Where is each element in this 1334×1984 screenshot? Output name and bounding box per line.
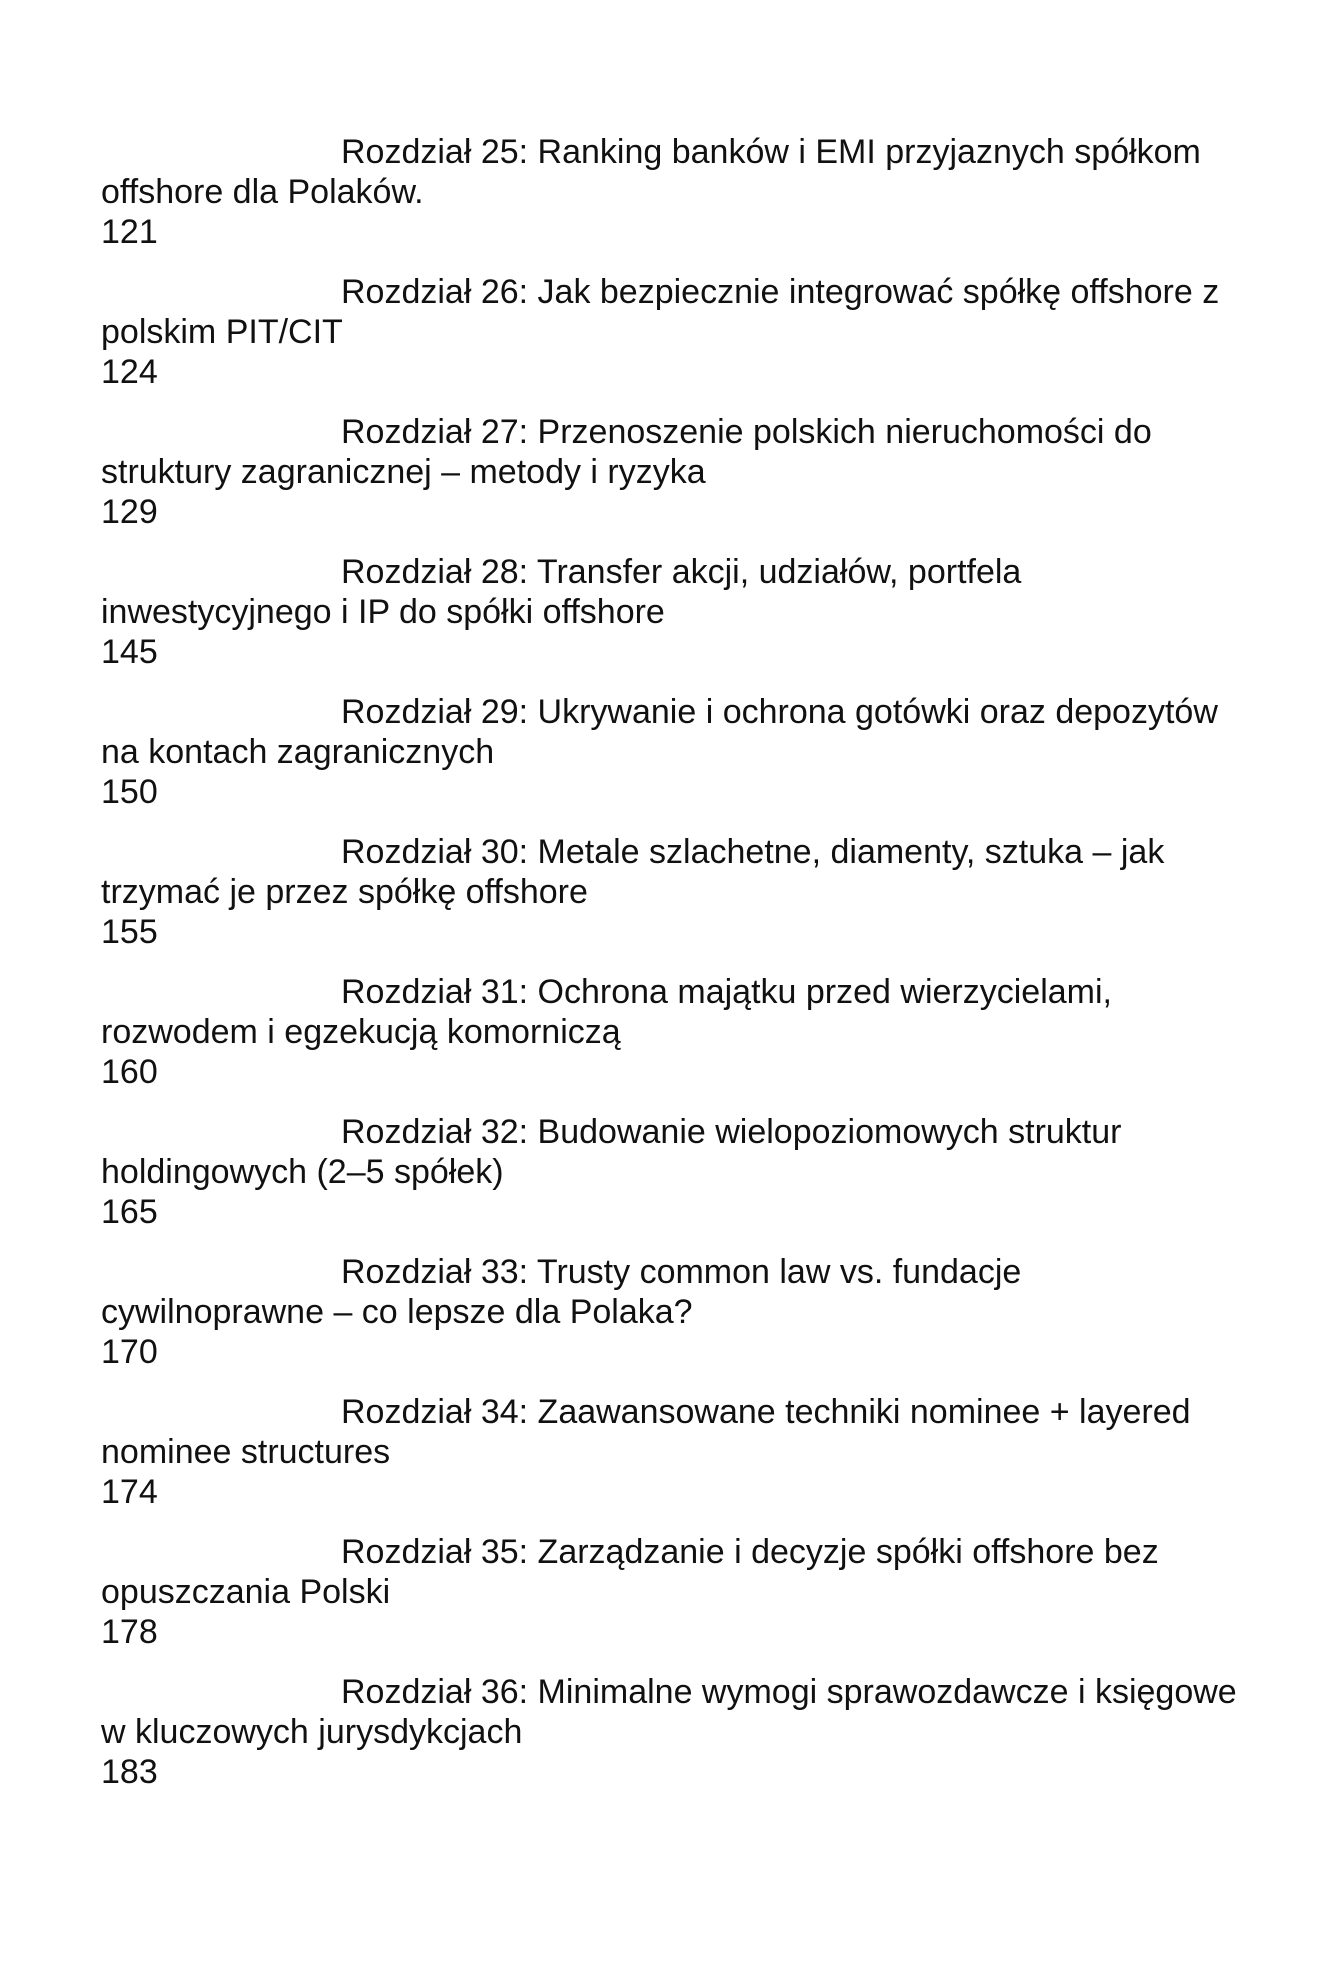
- toc-entry-32: [101, 1112, 1251, 1252]
- toc-entry-28: [101, 552, 1251, 692]
- toc-entry-36: [101, 1672, 1251, 1812]
- page-number: 170: [101, 1333, 158, 1371]
- chapter-title: Rozdział 33: Trusty common law vs. fundacje cywilnoprawne – co lepsze dla Polaka?: [101, 1253, 1022, 1331]
- toc-entry-30: [101, 832, 1251, 972]
- page-number: 165: [101, 1193, 158, 1231]
- chapter-title: Rozdział 36: Minimalne wymogi sprawozdawcze i księgowe w kluczowych jurysdykcjach: [101, 1673, 1237, 1751]
- page-number: 124: [101, 353, 158, 391]
- chapter-title: Rozdział 31: Ochrona majątku przed wierzycielami, rozwodem i egzekucją komorniczą: [101, 973, 1112, 1051]
- toc-entry-33: [101, 1252, 1251, 1392]
- toc-entry-25: [101, 132, 1251, 272]
- table-of-contents: [101, 132, 1251, 1812]
- toc-entry-31: [101, 972, 1251, 1112]
- toc-entry-26: [101, 272, 1251, 412]
- page-number: 145: [101, 633, 158, 671]
- page-number: 178: [101, 1613, 158, 1651]
- chapter-title: Rozdział 25: Ranking banków i EMI przyjaznych spółkom offshore dla Polaków.: [101, 133, 1201, 211]
- chapter-title: Rozdział 30: Metale szlachetne, diamenty, sztuka – jak trzymać je przez spółkę offshore: [101, 833, 1165, 911]
- chapter-title: Rozdział 34: Zaawansowane techniki nominee + layered nominee structures: [101, 1393, 1191, 1471]
- toc-entry-35: [101, 1532, 1251, 1672]
- chapter-title: Rozdział 35: Zarządzanie i decyzje spółki offshore bez opuszczania Polski: [101, 1533, 1159, 1611]
- page-number: 183: [101, 1753, 158, 1791]
- page-number: 150: [101, 773, 158, 811]
- page-number: 174: [101, 1473, 158, 1511]
- page-number: 121: [101, 213, 158, 251]
- toc-entry-29: [101, 692, 1251, 832]
- chapter-title: Rozdział 27: Przenoszenie polskich nieruchomości do struktury zagranicznej – metody i ryzyka: [101, 413, 1152, 491]
- toc-entry-27: [101, 412, 1251, 552]
- chapter-title: Rozdział 28: Transfer akcji, udziałów, portfela inwestycyjnego i IP do spółki offshore: [101, 553, 1022, 631]
- toc-entry-34: [101, 1392, 1251, 1532]
- chapter-title: Rozdział 26: Jak bezpiecznie integrować spółkę offshore z polskim PIT/CIT: [101, 273, 1220, 351]
- page-number: 160: [101, 1053, 158, 1091]
- page-number: 129: [101, 493, 158, 531]
- chapter-title: Rozdział 32: Budowanie wielopoziomowych struktur holdingowych (2–5 spółek): [101, 1113, 1122, 1191]
- page-number: 155: [101, 913, 158, 951]
- chapter-title: Rozdział 29: Ukrywanie i ochrona gotówki oraz depozytów na kontach zagranicznych: [101, 693, 1218, 771]
